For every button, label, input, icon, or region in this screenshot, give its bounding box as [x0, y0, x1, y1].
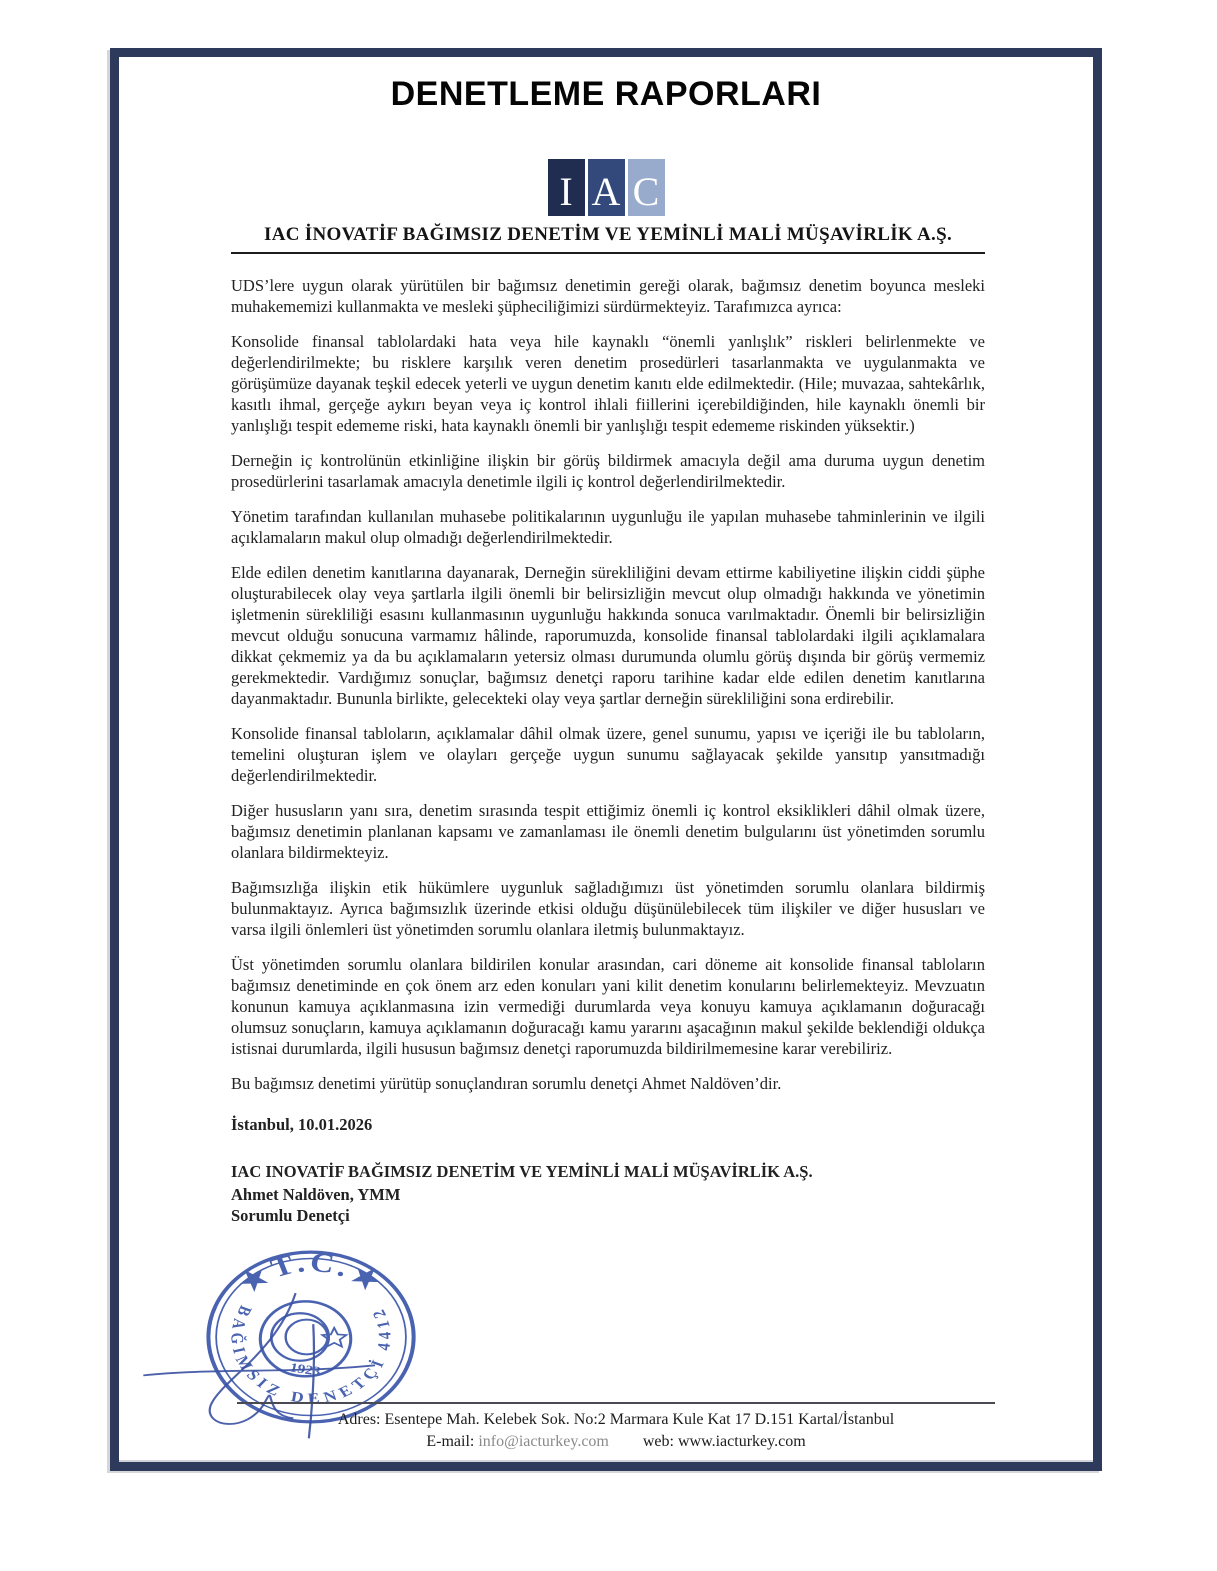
paragraph: Konsolide finansal tablolardaki hata veya hile kaynaklı “önemli yanlışlık” riskleri belirlenmekte ve değerlendirilmekte; bu risklere karşılık veren denetim prosedürleri tasarlanmakta ve uygulanmakta ve görüşümüze dayanak teşkil edecek yeterli ve uygun denetim kanıtı elde edilmektedir. (Hile; muvazaa, sahtekârlık, kasıtlı ihmal, gerçeğe aykırı beyan veya iç kontrol ihlali fiillerini içerebildiğinden, hile kaynaklı önemli bir yanlışlığı tespit edememe riski, hata kaynaklı önemli bir yanlışlığı tespit edememe riskinden yüksektir.) — [231, 332, 985, 435]
logo-letter: I — [559, 169, 573, 214]
paragraph: Diğer hususların yanı sıra, denetim sırasında tespit ettiğimiz önemli iç kontrol eksiklikleri dâhil olmak üzere, bağımsız denetimin planlanan kapsamı ve zamanlaması ile önemli denetim bulgularını üst yönetimden sorumlu olanlara bildirmekteyiz. — [231, 801, 985, 862]
page-title: DENETLEME RAPORLARI — [390, 75, 822, 113]
closing-company-name: IAC INOVATİF BAĞIMSIZ DENETİM VE YEMİNLİ MALİ MÜŞAVİRLİK A.Ş. — [231, 1162, 813, 1181]
stamp-ring-text: BAĞIMSIZ DENETÇİ 4412 — [226, 1303, 396, 1407]
email-label: E-mail: — [426, 1433, 475, 1450]
closing-block — [231, 1114, 985, 1226]
company-name-header: IAC İNOVATİF BAĞIMSIZ DENETİM VE YEMİNLİ MALİ MÜŞAVİRLİK A.Ş. — [231, 224, 985, 254]
paragraph: UDS’lere uygun olarak yürütülen bir bağımsız denetimin gereği olarak, bağımsız denetim boyunca mesleki muhakememizi kullanmakta ve mesleki şüpheciliğimizi sürdürmekteyiz. Tarafımızca ayrıca: — [231, 276, 985, 316]
paragraph: Konsolide finansal tabloların, açıklamalar dâhil olmak üzere, genel sunumu, yapısı ve içeriği ile bu tabloların, temelini oluşturan işlem ve olayları gerçeğe uygun sunumu sağlayacak şekilde yansıtıp yansıtmadığı değerlendirilmektedir. — [231, 724, 985, 785]
stamp-inner-ring — [216, 1258, 406, 1415]
page-footer — [237, 1402, 995, 1453]
paragraph: Derneğin iç kontrolünün etkinliğine ilişkin bir görüş bildirmek amacıyla değil ama duruma uygun denetim prosedürlerini tasarlamak amacıyla denetimle ilgili iç kontrol değerlendirilmektedir. — [231, 451, 985, 491]
crescent-icon — [271, 1313, 328, 1360]
star-icon — [322, 1328, 346, 1347]
page-border — [110, 48, 1102, 1471]
logo-letter: C — [632, 169, 660, 214]
svg-text:BAĞIMSIZ DENETÇİ 4412 — [227, 1303, 395, 1407]
stamp-center-circle — [260, 1301, 350, 1376]
paragraph: Elde edilen denetim kanıtlarına dayanarak, Derneğin sürekliliğini devam ettirme kabiliyetine ilişkin ciddi şüphe oluşturabilecek olay veya şartlarla ilgili önemli bir belirsizliğin mevcut olup olmadığı hakkında ve yönetimin işletmenin sürekliliği esasını kullanmasının uygunluğu hakkında sonuca varılmaktadır. Önemli bir belirsizliğin mevcut olduğu sonucuna varmamız hâlinde, raporumuzda, konsolide finansal tablolardaki ilgili açıklamalara dikkat çekmemiz ya da bu açıklamaların yetersiz olması durumunda olumlu görüş dışında bir görüş vermemiz gerekmektedir. Vardığımız sonuçlar, bağımsız denetçi raporu tarihine kadar elde edilen denetim kanıtlarına dayanmaktadır. Bununla birlikte, gelecekteki olay veya şartlar derneğin sürekliliğini sona erdirebilir. — [231, 563, 985, 708]
logo-tile-c — [628, 159, 665, 216]
signer-name: Ahmet Naldöven, YMM — [231, 1185, 401, 1204]
iac-logo — [119, 159, 1093, 216]
web-value: www.iacturkey.com — [677, 1433, 806, 1450]
stamp-outer-ring — [208, 1252, 413, 1422]
footer-contact — [237, 1431, 995, 1453]
logo-tile-a — [588, 159, 625, 216]
paragraph: Yönetim tarafından kullanılan muhasebe politikalarının uygunluğu ile yapılan muhasebe tahminlerinin ve ilgili açıklamaların makul olup olmadığı değerlendirilmektedir. — [231, 507, 985, 547]
place-date-line: İstanbul, 10.01.2026 — [231, 1115, 373, 1134]
logo-tile-i — [548, 159, 585, 216]
crescent-inner-icon — [286, 1320, 328, 1355]
signer-role: Sorumlu Denetçi — [231, 1206, 350, 1225]
report-body — [119, 254, 1093, 1226]
paragraph: Üst yönetimden sorumlu olanlara bildirilen konular arasından, cari döneme ait konsolide finansal tabloların bağımsız denetiminde en çok önem arz eden konuları yani kilit denetim konularını belirlemekteyiz. Mevzuatın konunun kamuya açıklanmasına izin vermediği durumlarda veya konuyu kamuya açıklamanın doğuracağı olumsuz sonuçların, kamuya açıklamanın doğuracağı kamu yararını aşacağının makul şekilde beklendiği oldukça istisnai durumlarda, ilgili hususun bağımsız denetçi raporumuzda bildirilmemesine karar verebiliriz. — [231, 955, 985, 1058]
stamp-top-text: ★T.C.★ — [230, 1246, 392, 1299]
stamp-year: 1923 — [288, 1360, 322, 1380]
email-value: info@iacturkey.com — [478, 1433, 609, 1450]
web-label: web: — [642, 1433, 674, 1450]
svg-text:★T.C.★ — [230, 1246, 391, 1299]
logo-letter: A — [591, 169, 621, 214]
paragraph: Bu bağımsız denetimi yürütüp sonuçlandıran sorumlu denetçi Ahmet Naldöven’dir. — [231, 1074, 782, 1093]
paragraph: Bağımsızlığa ilişkin etik hükümlere uygunluk sağladığımızı üst yönetimden sorumlu olanlara bildirmiş bulunmaktayız. Ayrıca bağımsızlık üzerinde etkisi olduğu düşünülebilecek tüm ilişkiler ve diğer hususları ve varsa ilgili önlemleri üst yönetimden sorumlu olanlara iletmiş bulunmaktayız. — [231, 878, 985, 939]
footer-address: Adres: Esentepe Mah. Kelebek Sok. No:2 Marmara Kule Kat 17 D.151 Kartal/İstanbul — [337, 1411, 895, 1428]
